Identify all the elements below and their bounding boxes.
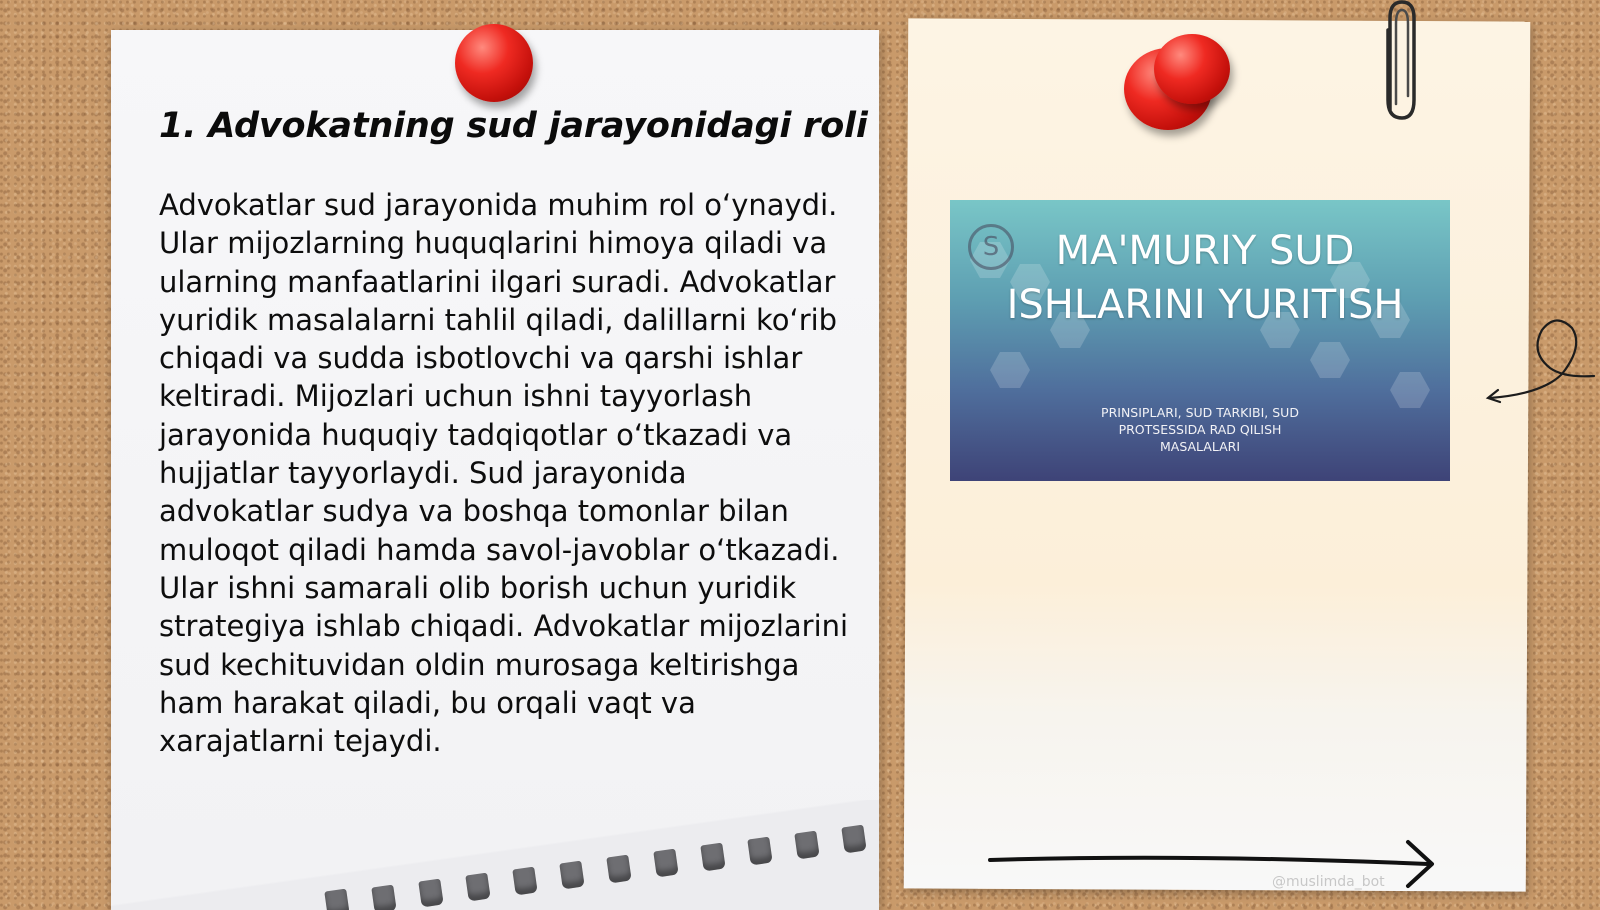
paperclip-icon xyxy=(1376,0,1426,125)
tear-hole xyxy=(606,855,631,884)
tear-hole xyxy=(794,831,819,860)
tear-hole xyxy=(559,861,584,890)
red-pushpin-icon xyxy=(1154,34,1230,104)
tear-hole xyxy=(841,825,866,854)
curly-arrow-icon xyxy=(1484,316,1600,406)
thumbnail-subtitle: PRINSIPLARI, SUD TARKIBI, SUD PROTSESSIDA RAD QILISH MASALALARI xyxy=(1101,405,1299,454)
tear-hole xyxy=(747,837,772,866)
thumbnail-title: MA'MURIY SUD ISHLARINI YURITISH xyxy=(1006,228,1404,328)
red-pushpin-icon xyxy=(455,24,533,102)
tear-hole xyxy=(700,843,725,872)
tear-hole xyxy=(465,873,490,902)
note-body-text: Advokatlar sud jarayonida muhim rol o‘ynaydi. Ular mijozlarning huquqlarini himoya qiladi va ularning manfaatlarini ilgari suradi. Advokatlar yuridik masalalarni tahlil qiladi, dalillarni ko‘rib chiqadi va sudda isbotlovchi va qarshi ishlar keltiradi. Mijozlari uchun ishni tayyorlash jarayonida huquqiy tadqiqotlar o‘tkazadi va hujjatlar tayyorlaydi. Sud jarayonida advokatlar sudya va boshqa tomonlar bilan muloqot qiladi hamda savol-javoblar o‘tkazadi. Ular ishni samarali olib borish uchun yuridik strategiya ishlab chiqadi. Advokatlar mijozlarini sud kechituvidan oldin murosaga keltirishga ham harakat qiladi, bu orqali vaqt va xarajatlarni tejaydi. xyxy=(159,188,849,759)
presentation-thumbnail xyxy=(950,200,1450,481)
hex-decoration xyxy=(1390,370,1430,410)
hex-decoration xyxy=(990,350,1030,390)
tear-hole xyxy=(324,889,349,910)
tear-hole xyxy=(418,879,443,908)
note-title: 1. Advokatning sud jarayonidagi roli xyxy=(159,106,868,146)
tear-hole xyxy=(653,849,678,878)
tear-hole xyxy=(512,867,537,896)
left-note-card xyxy=(111,30,879,910)
tear-hole xyxy=(371,885,396,910)
hex-decoration xyxy=(1310,340,1350,380)
thumbnail-logo-icon: S xyxy=(968,224,1014,270)
torn-edge-strip xyxy=(111,800,879,910)
watermark-text: @muslimda_bot xyxy=(1272,874,1385,890)
